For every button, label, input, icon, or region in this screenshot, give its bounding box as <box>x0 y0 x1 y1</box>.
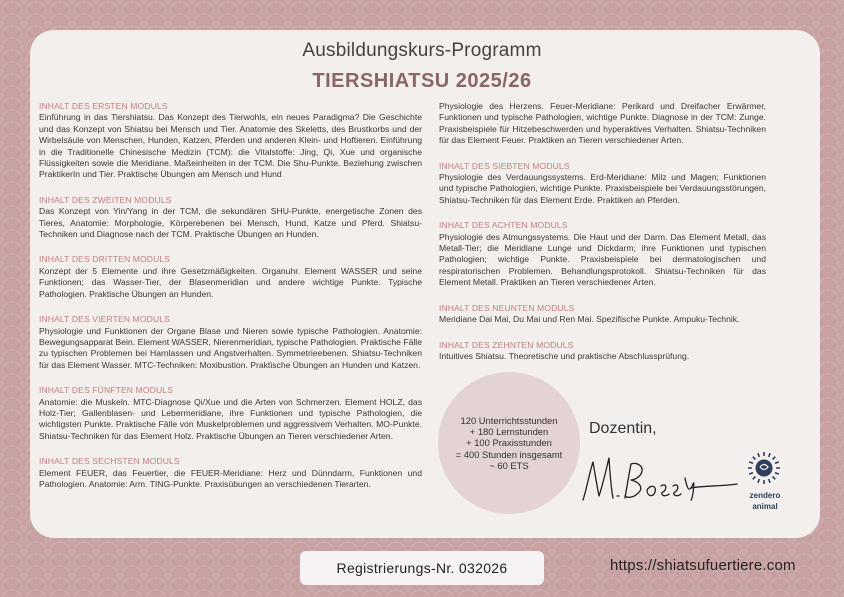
dozentin-label: Dozentin, <box>589 420 657 437</box>
hours-line: 120 Unterrichtsstunden <box>460 414 558 426</box>
module-title: INHALT DES ZEHNTEN MODULS <box>439 339 574 350</box>
module-text: Intuitives Shiatsu. Theoretische und praktische Abschlussprüfung. <box>439 350 690 361</box>
module-text: Physiologie des Verdauungssystems. Erd-Meridiane: Milz und Magen; Funktionen und typische Pathologien, wichtige Punkte. Praxisbeispiele bei Verdauungsstörungen, Shiatsu-Techniken für das Element Erde. Praktiken an Pferden. <box>439 172 766 205</box>
hours-line: + 100 Praxisstunden <box>466 437 552 449</box>
module-text: Das Konzept von Yin/Yang in der TCM, die sekundären SHU-Punkte, energetische Zonen des Tieres, Anatomie: Morphologie, Körperebenen bei Mensch, Hund, Katze und Pferd. Shiatsu-Techniken und Diagnose nach der TCM. Praktische Übungen an Hunden. <box>39 206 422 240</box>
module-1 <box>39 101 422 181</box>
module-text: Physiologie und Funktionen der Organe Blase und Nieren sowie typische Pathologien. Anatomie: Bewegungsapparat Bein. Element WASSER, Nierenmeridian, typische Pathologien. Praktische Fälle zu typischen Problemen bei Harnlassen und Angstverhalten. Symmetrieebenen. Shiatsu-Techniken für das Element Wasser. MTC-Techniken: Moxibustion. Praktische Übungen an Hunden und Katzen. <box>39 325 422 370</box>
module-5 <box>39 385 422 442</box>
module-title: INHALT DES SIEBTEN MODULS <box>439 160 570 171</box>
module-8 <box>439 220 766 288</box>
logo-line-2: animal <box>752 502 778 511</box>
module-title: INHALT DES DRITTEN MODULS <box>39 254 171 265</box>
signature <box>575 448 740 506</box>
hours-line: + 180 Lernstunden <box>469 426 549 438</box>
right-column <box>439 101 766 376</box>
website-link[interactable]: https://shiatsufuertiere.com <box>610 557 796 574</box>
module-title: INHALT DES FÜNFTEN MODULS <box>39 385 173 396</box>
module-title: INHALT DES ERSTEN MODULS <box>39 101 168 111</box>
page-subtitle: Ausbildungskurs-Programm <box>302 40 542 61</box>
module-9 <box>439 303 766 326</box>
module-7 <box>439 161 766 207</box>
module-text: Anatomie: die Muskeln. MTC-Diagnose Qi/Xue und die Arten von Schmerzen. Element HOLZ, das Holz-Tier; Gallenblasen- und Lebermeridiane, ihre Funktionen und typische Pathologien, die wichtigsten Punkte. Praktische Fälle von Muskelproblemen und aggressivem Verhalten. MO-Punkte. Shiatsu-Techniken für das Element Holz. Praktische Übungen an Tieren verschiedener Arten. <box>39 396 422 441</box>
module-text: Element FEUER, das Feuertier, die FEUER-Meridiane: Herz und Dünndarm, Funktionen und Pathologien. Anatomie: Arm. TING-Punkte. Praxisübungen an verschiedenen Tierarten. <box>39 467 422 489</box>
module-title: INHALT DES NEUNTEN MODULS <box>439 302 575 313</box>
module-title: INHALT DES ACHTEN MODULS <box>439 220 568 231</box>
module-title: INHALT DES ZWEITEN MODULS <box>39 194 172 205</box>
hours-line: ~ 60 ETS <box>489 459 529 471</box>
module-text: Physiologie des Herzens. Feuer-Meridiane: Perikard und Dreifacher Erwärmer, Funktionen und typische Pathologien, wichtige Punkte. Diagnose in der TCM: Zunge. Praxisbeispiele für Hitzebeschwerden und hyperaktives Verhalten. Shiatsu-Techniken für das Element Feuer. Praktiken an Tieren verschiedener Arten. <box>439 101 766 146</box>
registration-number: Registrierungs-Nr. 032026 <box>300 551 544 585</box>
module-4 <box>39 314 422 371</box>
module-2 <box>39 195 422 241</box>
hours-line: = 400 Stunden insgesamt <box>455 448 563 460</box>
module-6-continued <box>439 101 766 147</box>
page-title: TIERSHIATSU 2025/26 <box>312 70 532 92</box>
hours-circle <box>438 372 580 514</box>
module-text: Physiologie des Atmungssystems. Die Haut und der Darm. Das Element Metall, das Metall-Tier; die Meridiane Lunge und Dickdarm; ihre Funktionen und typischen Pathologien; wichtige Punkte. Praxisbeispiele bei dermatologischen und respiratorischen Problemen. Behandlungsprotokoll. Shiatsu-Techniken für das Element Metall. Praktiken an Tieren verschiedener Arten. <box>439 231 766 288</box>
module-text: Meridiane Dai Mai, Du Mai und Ren Mai. Spezifische Punkte. Ampuku-Technik. <box>439 314 740 325</box>
logo-text <box>735 490 795 512</box>
module-3 <box>39 254 422 300</box>
module-title: INHALT DES SECHSTEN MODULS <box>39 456 180 467</box>
module-10 <box>439 340 766 363</box>
left-column <box>39 101 422 504</box>
module-text: Einführung in das Tiershiatsu. Das Konzept des Tierwohls, ein neues Paradigma? Die Geschichte und das Konzept von Shiatsu bei Mensch und Tier. Anatomie des Skeletts, des Brustkorbs und der Wirbelsäule von Menschen, Hunden, Katzen, Pferden und anderen Klein- und Hoftieren. Einführung in die Traditionelle Chinesische Medizin (TCM): die Vitalstoffe: Jing, Qi, Xue und organische Flüssigkeiten sowie die Meridiane. Maßeinheiten in der TCM. Die Shu-Punkte. Beziehung zwischen PraktikerIn und Tier. Praktische Übungen am Mensch und Hund <box>39 112 422 180</box>
module-text: Konzept der 5 Elemente und ihre Gesetzmäßigkeiten. Organuhr. Element WASSER und seine Funktionen; das Wasser-Tier, der Blasenmeridian und andere wichtige Punkte. Typische Pathologien. Praktische Übungen an Hunden. <box>39 265 422 299</box>
module-6 <box>39 456 422 490</box>
module-title: INHALT DES VIERTEN MODULS <box>39 314 170 325</box>
header <box>0 40 844 93</box>
logo-line-1: zendero <box>749 491 781 500</box>
